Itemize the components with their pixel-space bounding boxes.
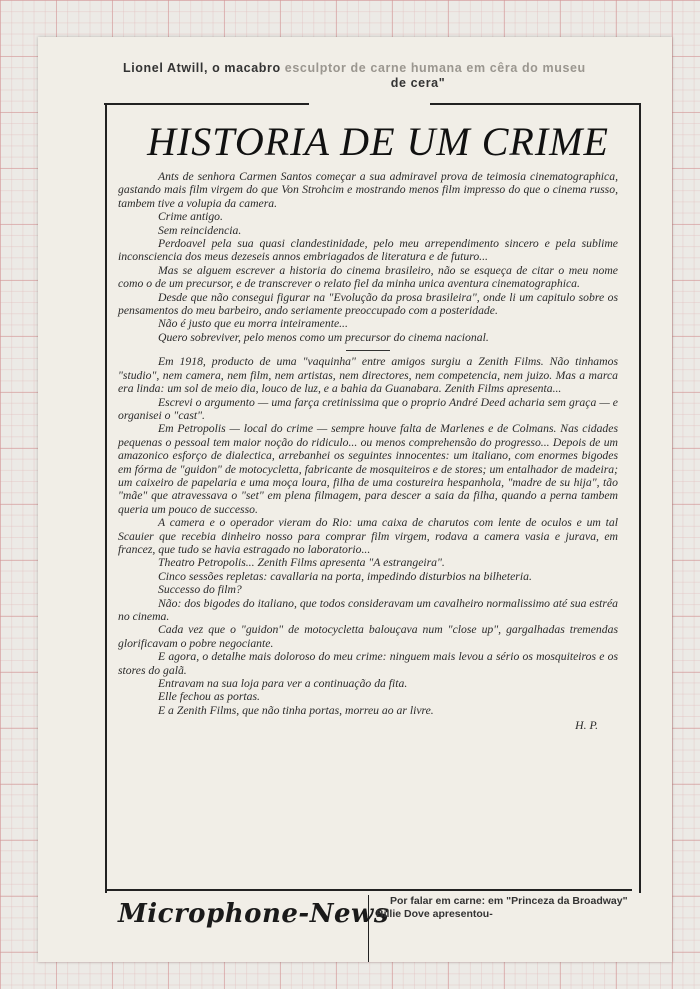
article-paragraph: Não: dos bigodes do italiano, que todos consideravam um cavalheiro normalissimo até sua estréa no cinema.: [118, 596, 618, 623]
article-paragraph: Em 1918, producto de uma "vaquinha" entre amigos surgiu a Zenith Films. Não tinhamos "studio", nem camera, nem film, nem artistas, nem directores, nem competencia, nem juizo. Mas a marca era linda: um sol de meio dia, louco de luz, e a bahia da Guanabara. Zenith Films apresenta...: [118, 355, 618, 396]
article-paragraph: E a Zenith Films, que não tinha portas, morreu ao ar livre.: [158, 703, 434, 717]
article-paragraph: Não é justo que eu morra inteiramente...: [158, 317, 348, 331]
newspaper-clipping: [38, 37, 672, 962]
article-paragraph: Desde que não consegui figurar na "Evolução da prosa brasileira", onde li um capitulo sobre os pensamentos do meu barbeiro, ando seriamente preoccupado com a posteridade.: [118, 290, 618, 318]
article-paragraph: Quero sobreviver, pelo menos como um precursor do cinema nacional.: [158, 330, 489, 344]
bottom-rule: [105, 889, 632, 891]
article-paragraph: Crime antigo.: [158, 210, 223, 224]
article-paragraph: Theatro Petropolis... Zenith Films apresenta "A estrangeira".: [158, 556, 445, 570]
article-paragraph: Entravam na sua loja para ver a continuação da fita.: [158, 677, 408, 691]
adjacent-column-text: Por falar em carne: em "Princeza da Broadway" Billie Dove apresentou-: [376, 895, 628, 920]
article-paragraph: E agora, o detalhe mais doloroso do meu crime: ninguem mais levou a sério os mosquiteiros e os stores do galã.: [118, 650, 618, 677]
caption-line-2: de cera": [390, 76, 446, 90]
article-body: [118, 170, 618, 733]
photo-caption: [123, 61, 643, 91]
adjacent-column-snippet: [376, 895, 641, 921]
article-headline: HISTORIA DE UM CRIME: [147, 119, 609, 164]
article-part-two: [118, 355, 618, 717]
caption-line-1: [123, 61, 643, 76]
article-paragraph: Successo do film?: [158, 583, 242, 597]
article-paragraph: Ants de senhora Carmen Santos começar a sua admiravel prova de teimosia cinematographica, gastando mais film virgem do que Von Strohcim e mostrando menos film impresso do que o cinema russo, tambem tive a volupia da camera.: [118, 170, 618, 210]
article-paragraph: Cada vez que o "guidon" de motocycletta balouçava num "close up", gargalhadas tremendas glorificavam o pobre negociante.: [118, 623, 618, 650]
article-paragraph: Elle fechou as portas.: [158, 690, 260, 704]
article-paragraph: Em Petropolis — local do crime — sempre houve falta de Marlenes e de Colmans. Nas cidades pequenas o pessoal tem maior noção do ridiculo... ou menos comprehensão do progresso... Depois de um amazonico esforço de dialectica, arrebanhei os seguintes innocentes: um italiano, com enormes bigodes em fórma de "guidon" de motocycletta, fabricante de mosquiteiros e de stores; um entalhador de madeira; um caixeiro de papelaria e uma moça loura, filha de uma costureira hespanhola, "madre de su hija", tão "mãe" que atravessava o "set" em plena filmagem, para descer a saia da filha, quando a perna tambem queria um pouco de successo.: [118, 422, 618, 516]
article-paragraph: Escrevi o argumento — uma farça cretinissima que o proprio André Deed acharia sem graça — e organisei o "cast".: [118, 395, 618, 422]
caption-line-1-faded: esculptor de carne humana em cêra do museu: [280, 61, 586, 75]
author-signature: H. P.: [575, 719, 598, 733]
caption-line-1-start: Lionel Atwill, o macabro: [123, 61, 281, 75]
article-paragraph: Mas se alguem escrever a historia do cinema brasileiro, não se esqueça de citar o meu nome como o de um precursor, e de transcrever o relato fiel da minha unica aventura cinematographica.: [118, 263, 618, 291]
top-rule-right: [430, 103, 640, 105]
article-paragraph: Cinco sessões repletas: cavallaria na porta, impedindo disturbios na bilheteria.: [158, 569, 532, 583]
section-separator: [346, 350, 390, 351]
article-paragraph: Sem reincidencia.: [158, 223, 242, 237]
article-paragraph: Perdoavel pela sua quasi clandestinidade, pelo meu arrependimento sincero e pela sublime inconsciencia dos meus dezeseis annos embriagados de literatura e de futuro...: [118, 237, 618, 264]
top-rule-left: [104, 103, 309, 105]
article-part-one: [118, 170, 618, 344]
right-column-rule: [639, 103, 641, 893]
column-masthead: Microphone-News: [118, 899, 390, 929]
article-paragraph: A camera e o operador vieram do Rio: uma caixa de charutos com lente de oculos e um tal Scauier que recebia dinheiro nosso para comprar film virgem, rodava a camera vasia e jurava, em francez, que tudo se havia estragado no laboratorio...: [118, 516, 618, 556]
left-column-rule: [105, 103, 107, 893]
